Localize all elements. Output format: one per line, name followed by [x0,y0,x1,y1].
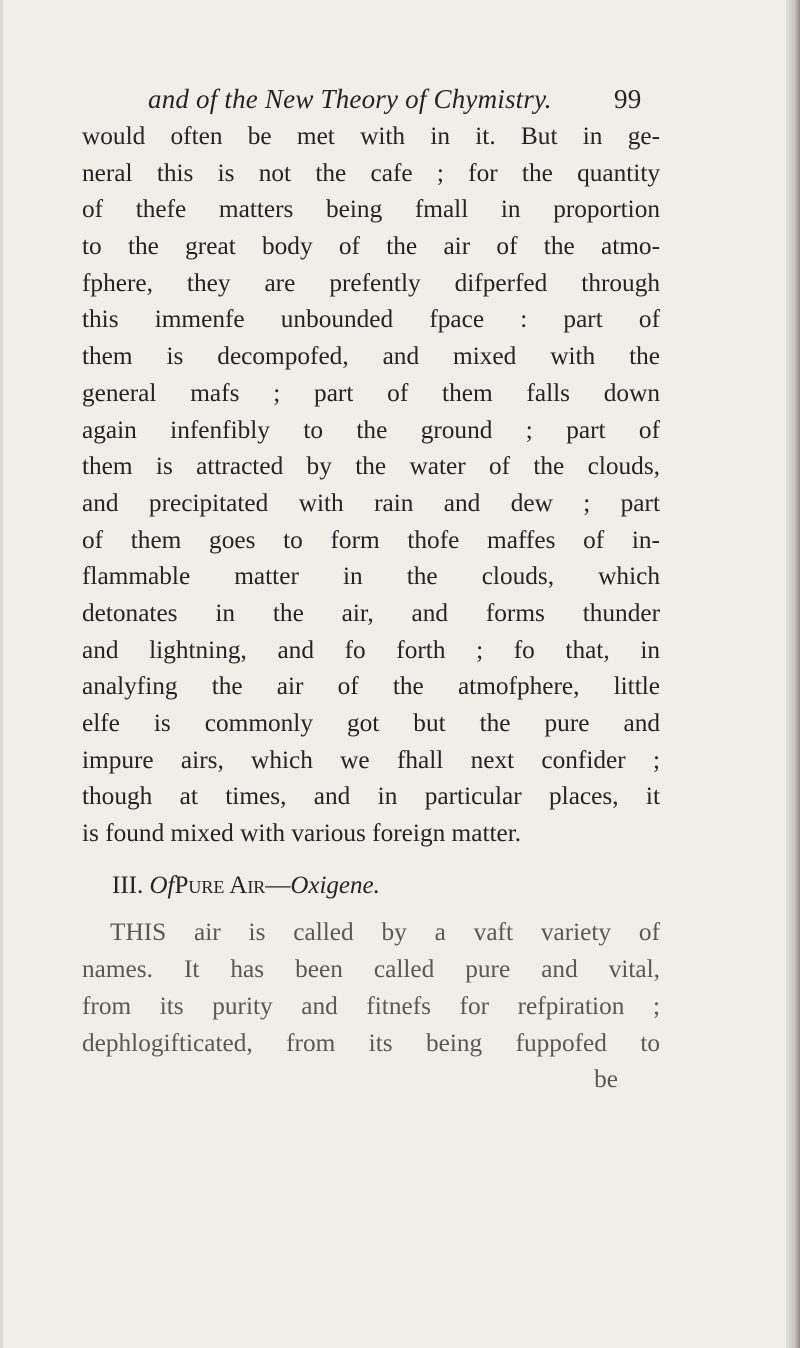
text-line: general mafs ; part of them falls down [82,378,660,407]
section-subtitle: Oxigene. [290,871,380,899]
running-head [148,84,668,115]
text-line: THIS air is called by a vaft variety of [110,918,660,947]
text-line: to the great body of the air of the atmo- [82,232,660,261]
text-line: and lightning, and fo forth ; fo that, in [82,635,660,664]
section-dash: — [265,871,291,899]
text-line: elfe is commonly got but the pure and [82,709,660,737]
text-line: this immenfe unbounded fpace : part of [82,305,660,334]
text-line: flammable matter in the clouds, which [82,562,660,591]
text-line: from its purity and fitnefs for refpiration ; [82,991,660,1020]
text-line: is found mixed with various foreign matter. [82,819,522,848]
text-line: names. It has been called pure and vital, [82,955,660,984]
paragraph-1 [82,118,660,852]
text-line: impure airs, which we fhall next confider ; [82,745,660,774]
text-line: neral this is not the cafe ; for the quantity [82,158,660,187]
text-line: of thefe matters being fmall in proportion [82,195,660,224]
body-text [82,118,660,1098]
section-numeral: III. [112,871,144,899]
section-heading [82,868,660,905]
text-line: and precipitated with rain and dew ; part [82,488,660,517]
running-head-title: and of the New Theory of Chymistry. [148,84,552,114]
paragraph-2 [82,914,660,1061]
text-line: them is attracted by the water of the clouds, [82,452,660,481]
text-line: again infenfibly to the ground ; part of [82,415,660,444]
text-line: analyfing the air of the atmofphere, little [82,672,660,701]
text-line: them is decompofed, and mixed with the [82,342,660,371]
section-of: Of [149,871,175,899]
text-line: of them goes to form thofe maffes of in- [82,525,660,554]
section-title: Pure Air [174,871,266,899]
page-left-edge [0,0,3,1348]
catchword: be [594,1065,618,1094]
text-line: though at times, and in particular places, it [82,782,660,811]
page-number: 99 [614,84,642,114]
text-line: fphere, they are prefently difperfed through [82,268,660,297]
text-line: dephlogifticated, from its being fuppofed to [82,1028,660,1057]
page-right-edge [786,0,800,1348]
text-line: would often be met with in it. But in ge- [82,122,660,150]
text-line: detonates in the air, and forms thunder [82,598,660,627]
